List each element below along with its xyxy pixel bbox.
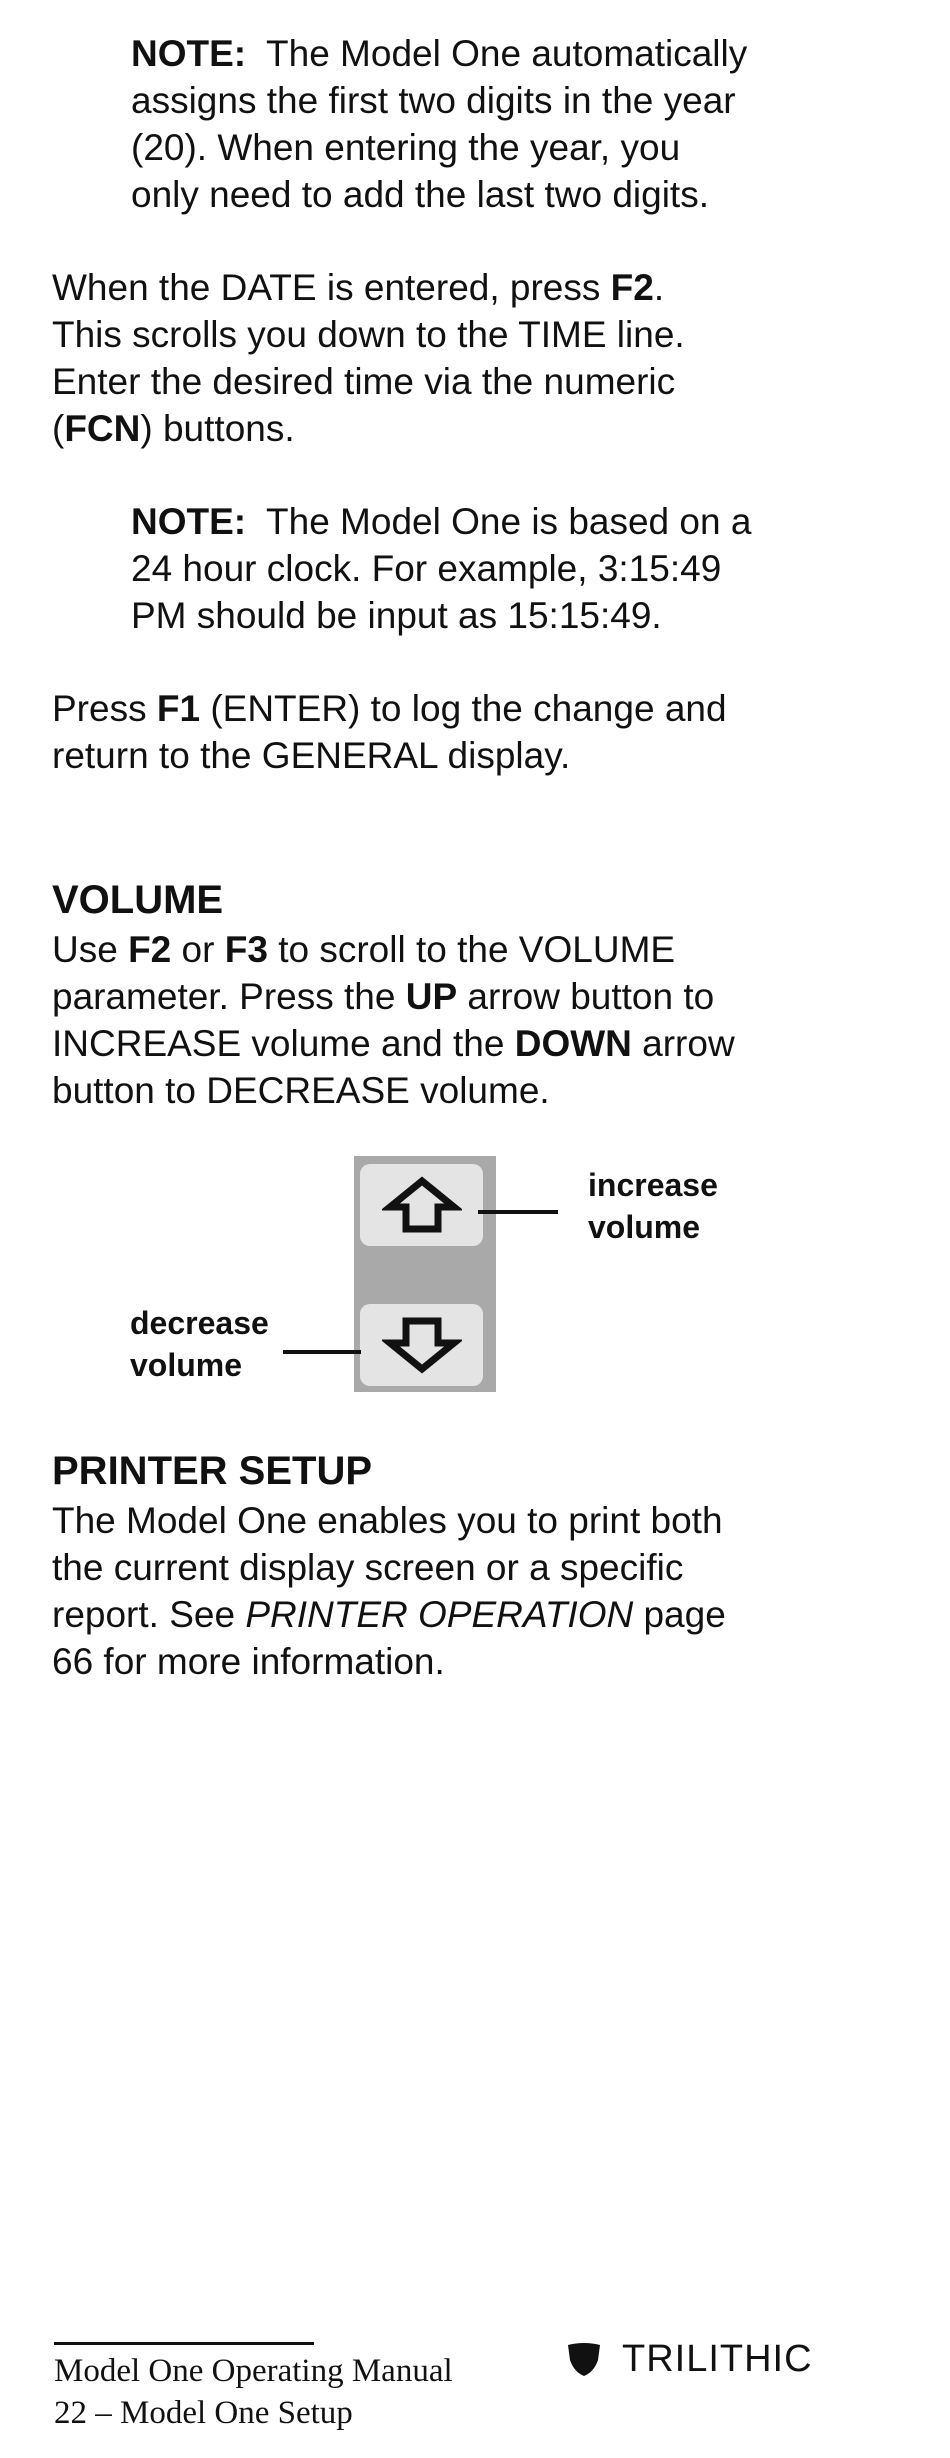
note-line: assigns the first two digits in the year [131, 80, 736, 121]
printer-setup-paragraph: The Model One enables you to print both the current display screen or a specific report. See PRINTER OPERATION page 66 for more information. [52, 1500, 726, 1682]
note-line: (20). When entering the year, you [131, 127, 681, 168]
date-entry-paragraph: When the DATE is entered, press F2. This scrolls you down to the TIME line. Enter the desired time via the numeric (FCN) buttons. [52, 267, 685, 449]
note-24-hour-clock [131, 498, 811, 639]
press-enter-paragraph: Press F1 (ENTER) to log the change and return to the GENERAL display. [52, 688, 727, 776]
note-line: The Model One is based on a [266, 501, 752, 542]
footer-rule [54, 2342, 314, 2345]
down-arrow-icon [382, 1315, 462, 1375]
note-line: only need to add the last two digits. [131, 174, 709, 215]
volume-heading: VOLUME [52, 878, 224, 922]
brand-name: TRILITHIC [622, 2338, 813, 2380]
cross-reference: PRINTER OPERATION [245, 1594, 634, 1635]
key-f1: F1 [156, 688, 201, 729]
brand-logo [566, 2338, 813, 2381]
volume-down-button [360, 1304, 483, 1386]
up-arrow-icon [382, 1175, 462, 1235]
decrease-leader-line [283, 1350, 361, 1354]
note-automatic-year [131, 30, 811, 218]
note-line: The Model One automatically [266, 33, 748, 74]
key-f2: F2 [610, 267, 654, 308]
decrease-volume-label: decrease volume [130, 1305, 269, 1383]
note-line: PM should be input as 15:15:49. [131, 595, 662, 636]
footer-page-number: 22 – Model One Setup [54, 2395, 353, 2431]
increase-leader-line [478, 1210, 558, 1214]
volume-paragraph: Use F2 or F3 to scroll to the VOLUME parameter. Press the UP arrow button to INCREASE volume and the DOWN arrow button to DECREASE volume. [52, 929, 735, 1111]
volume-up-button [360, 1164, 483, 1246]
note-label: NOTE: [131, 33, 247, 74]
note-label: NOTE: [131, 501, 247, 542]
key-fcn: FCN [64, 408, 141, 449]
printer-setup-heading: PRINTER SETUP [52, 1449, 373, 1493]
note-line: 24 hour clock. For example, 3:15:49 [131, 548, 722, 589]
footer-manual-title: Model One Operating Manual [54, 2353, 453, 2389]
increase-volume-label: increase volume [588, 1167, 718, 1245]
shield-icon [566, 2342, 602, 2378]
volume-button-panel [354, 1156, 496, 1392]
